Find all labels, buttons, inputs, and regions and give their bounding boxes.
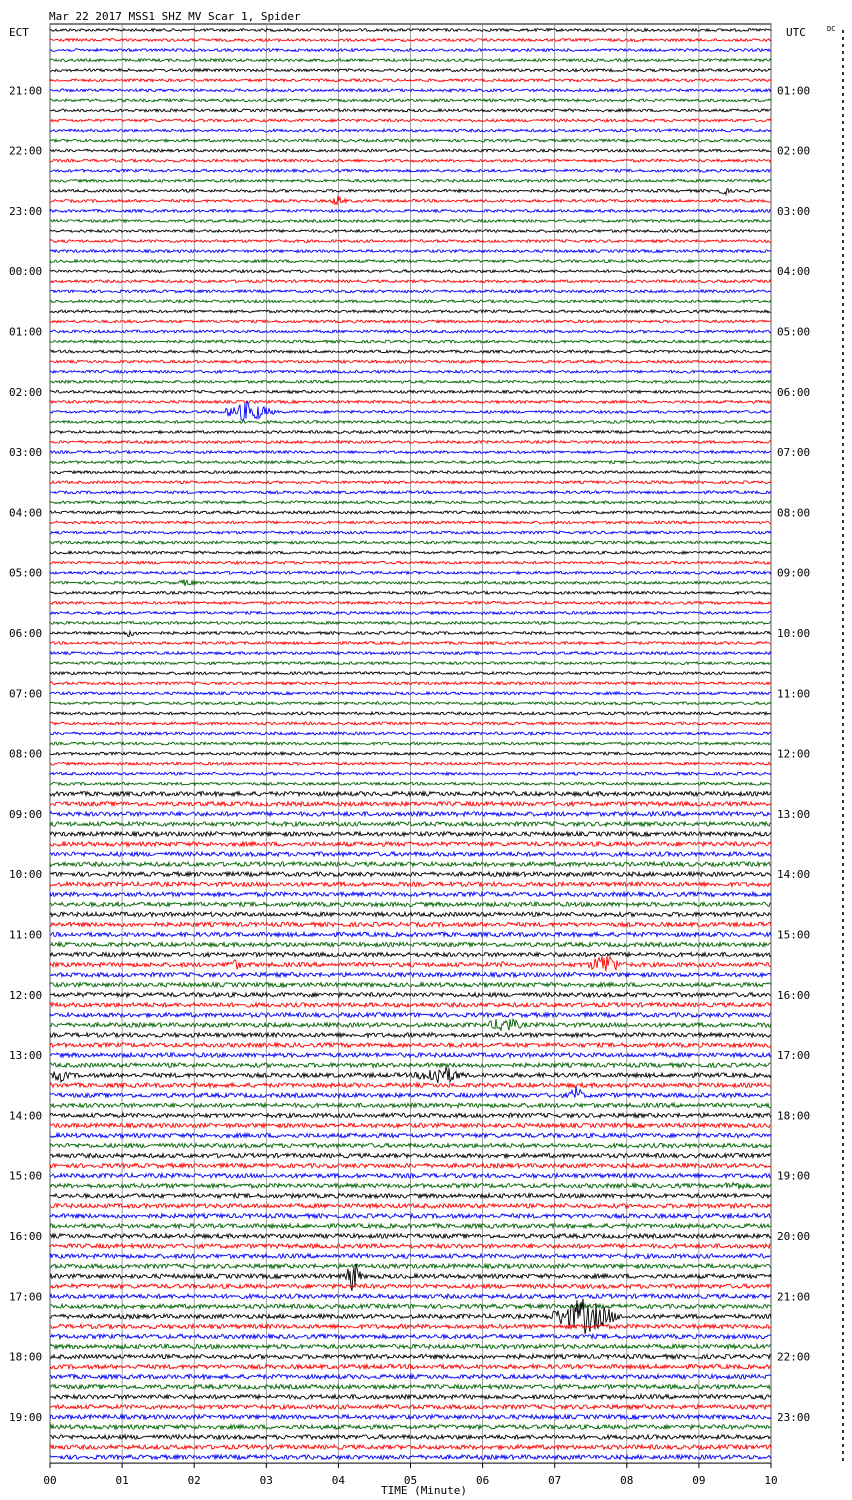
right-hour-label: 11:00: [777, 687, 811, 701]
right-hour-label: 23:00: [777, 1410, 811, 1424]
x-tick-label: 07: [548, 1474, 562, 1487]
right-hour-label: 14:00: [777, 868, 811, 882]
x-tick-label: 08: [620, 1474, 634, 1487]
dc-label: DC: [827, 25, 836, 33]
right-hour-label: 09:00: [777, 566, 811, 580]
right-hour-label: 16:00: [777, 988, 811, 1002]
left-hour-label: 16:00: [9, 1230, 43, 1243]
left-hour-label: 23:00: [9, 204, 43, 218]
x-tick-label: 06: [475, 1474, 490, 1487]
left-hour-label: 00:00: [9, 265, 43, 279]
chart-title: Mar 22 2017 MSS1 SHZ MV Scar 1, Spider: [49, 10, 301, 23]
right-hour-label: 03:00: [777, 204, 811, 218]
right-hour-label: 17:00: [777, 1049, 811, 1063]
left-hour-label: 15:00: [9, 1169, 43, 1183]
right-hour-label: 06:00: [777, 385, 811, 399]
x-tick-label: 03: [259, 1474, 273, 1487]
x-tick-label: 05: [403, 1474, 418, 1487]
x-tick-label: 10: [764, 1474, 778, 1487]
left-hour-label: 01:00: [9, 325, 43, 339]
right-hour-label: 20:00: [777, 1230, 811, 1243]
x-tick-label: 02: [187, 1474, 201, 1487]
left-hour-label: 09:00: [9, 807, 43, 821]
left-hour-label: 04:00: [9, 506, 43, 520]
right-hour-label: 18:00: [777, 1109, 811, 1123]
left-hour-label: 07:00: [9, 687, 43, 701]
right-timezone-label: UTC: [786, 26, 806, 39]
right-hour-label: 01:00: [777, 84, 811, 98]
left-hour-label: 19:00: [9, 1410, 43, 1424]
seismic-trace: [50, 260, 771, 263]
right-hour-label: 07:00: [777, 446, 811, 460]
left-timezone-label: ECT: [9, 26, 29, 39]
left-hour-label: 05:00: [9, 566, 43, 580]
right-hour-label: 15:00: [777, 928, 811, 942]
left-hour-label: 17:00: [9, 1290, 43, 1304]
x-tick-label: 04: [331, 1474, 346, 1487]
left-hour-label: 02:00: [9, 385, 43, 399]
left-hour-label: 03:00: [9, 446, 43, 460]
right-hour-label: 10:00: [777, 627, 811, 640]
right-hour-label: 13:00: [777, 807, 811, 821]
x-tick-label: 09: [692, 1474, 706, 1487]
left-hour-label: 06:00: [9, 627, 43, 640]
left-hour-label: 18:00: [9, 1350, 43, 1364]
x-axis-label: TIME (Minute): [380, 1484, 468, 1497]
left-hour-label: 13:00: [9, 1049, 43, 1063]
x-tick-label: 01: [115, 1474, 129, 1487]
right-hour-label: 22:00: [777, 1350, 811, 1364]
left-hour-label: 14:00: [9, 1109, 43, 1123]
left-hour-label: 11:00: [9, 928, 43, 942]
right-hour-label: 02:00: [777, 144, 811, 158]
seismic-trace: [50, 69, 771, 72]
right-hour-label: 12:00: [777, 747, 811, 761]
right-hour-label: 04:00: [777, 265, 811, 279]
x-tick-label: 00: [43, 1474, 57, 1487]
left-hour-label: 10:00: [9, 868, 43, 882]
right-hour-label: 08:00: [777, 506, 811, 520]
right-hour-label: 19:00: [777, 1169, 811, 1183]
left-hour-label: 12:00: [9, 988, 43, 1002]
left-hour-label: 08:00: [9, 747, 43, 761]
left-hour-label: 21:00: [9, 84, 43, 98]
right-hour-label: 05:00: [777, 325, 811, 339]
left-hour-label: 22:00: [9, 144, 43, 158]
right-hour-label: 21:00: [777, 1290, 811, 1304]
